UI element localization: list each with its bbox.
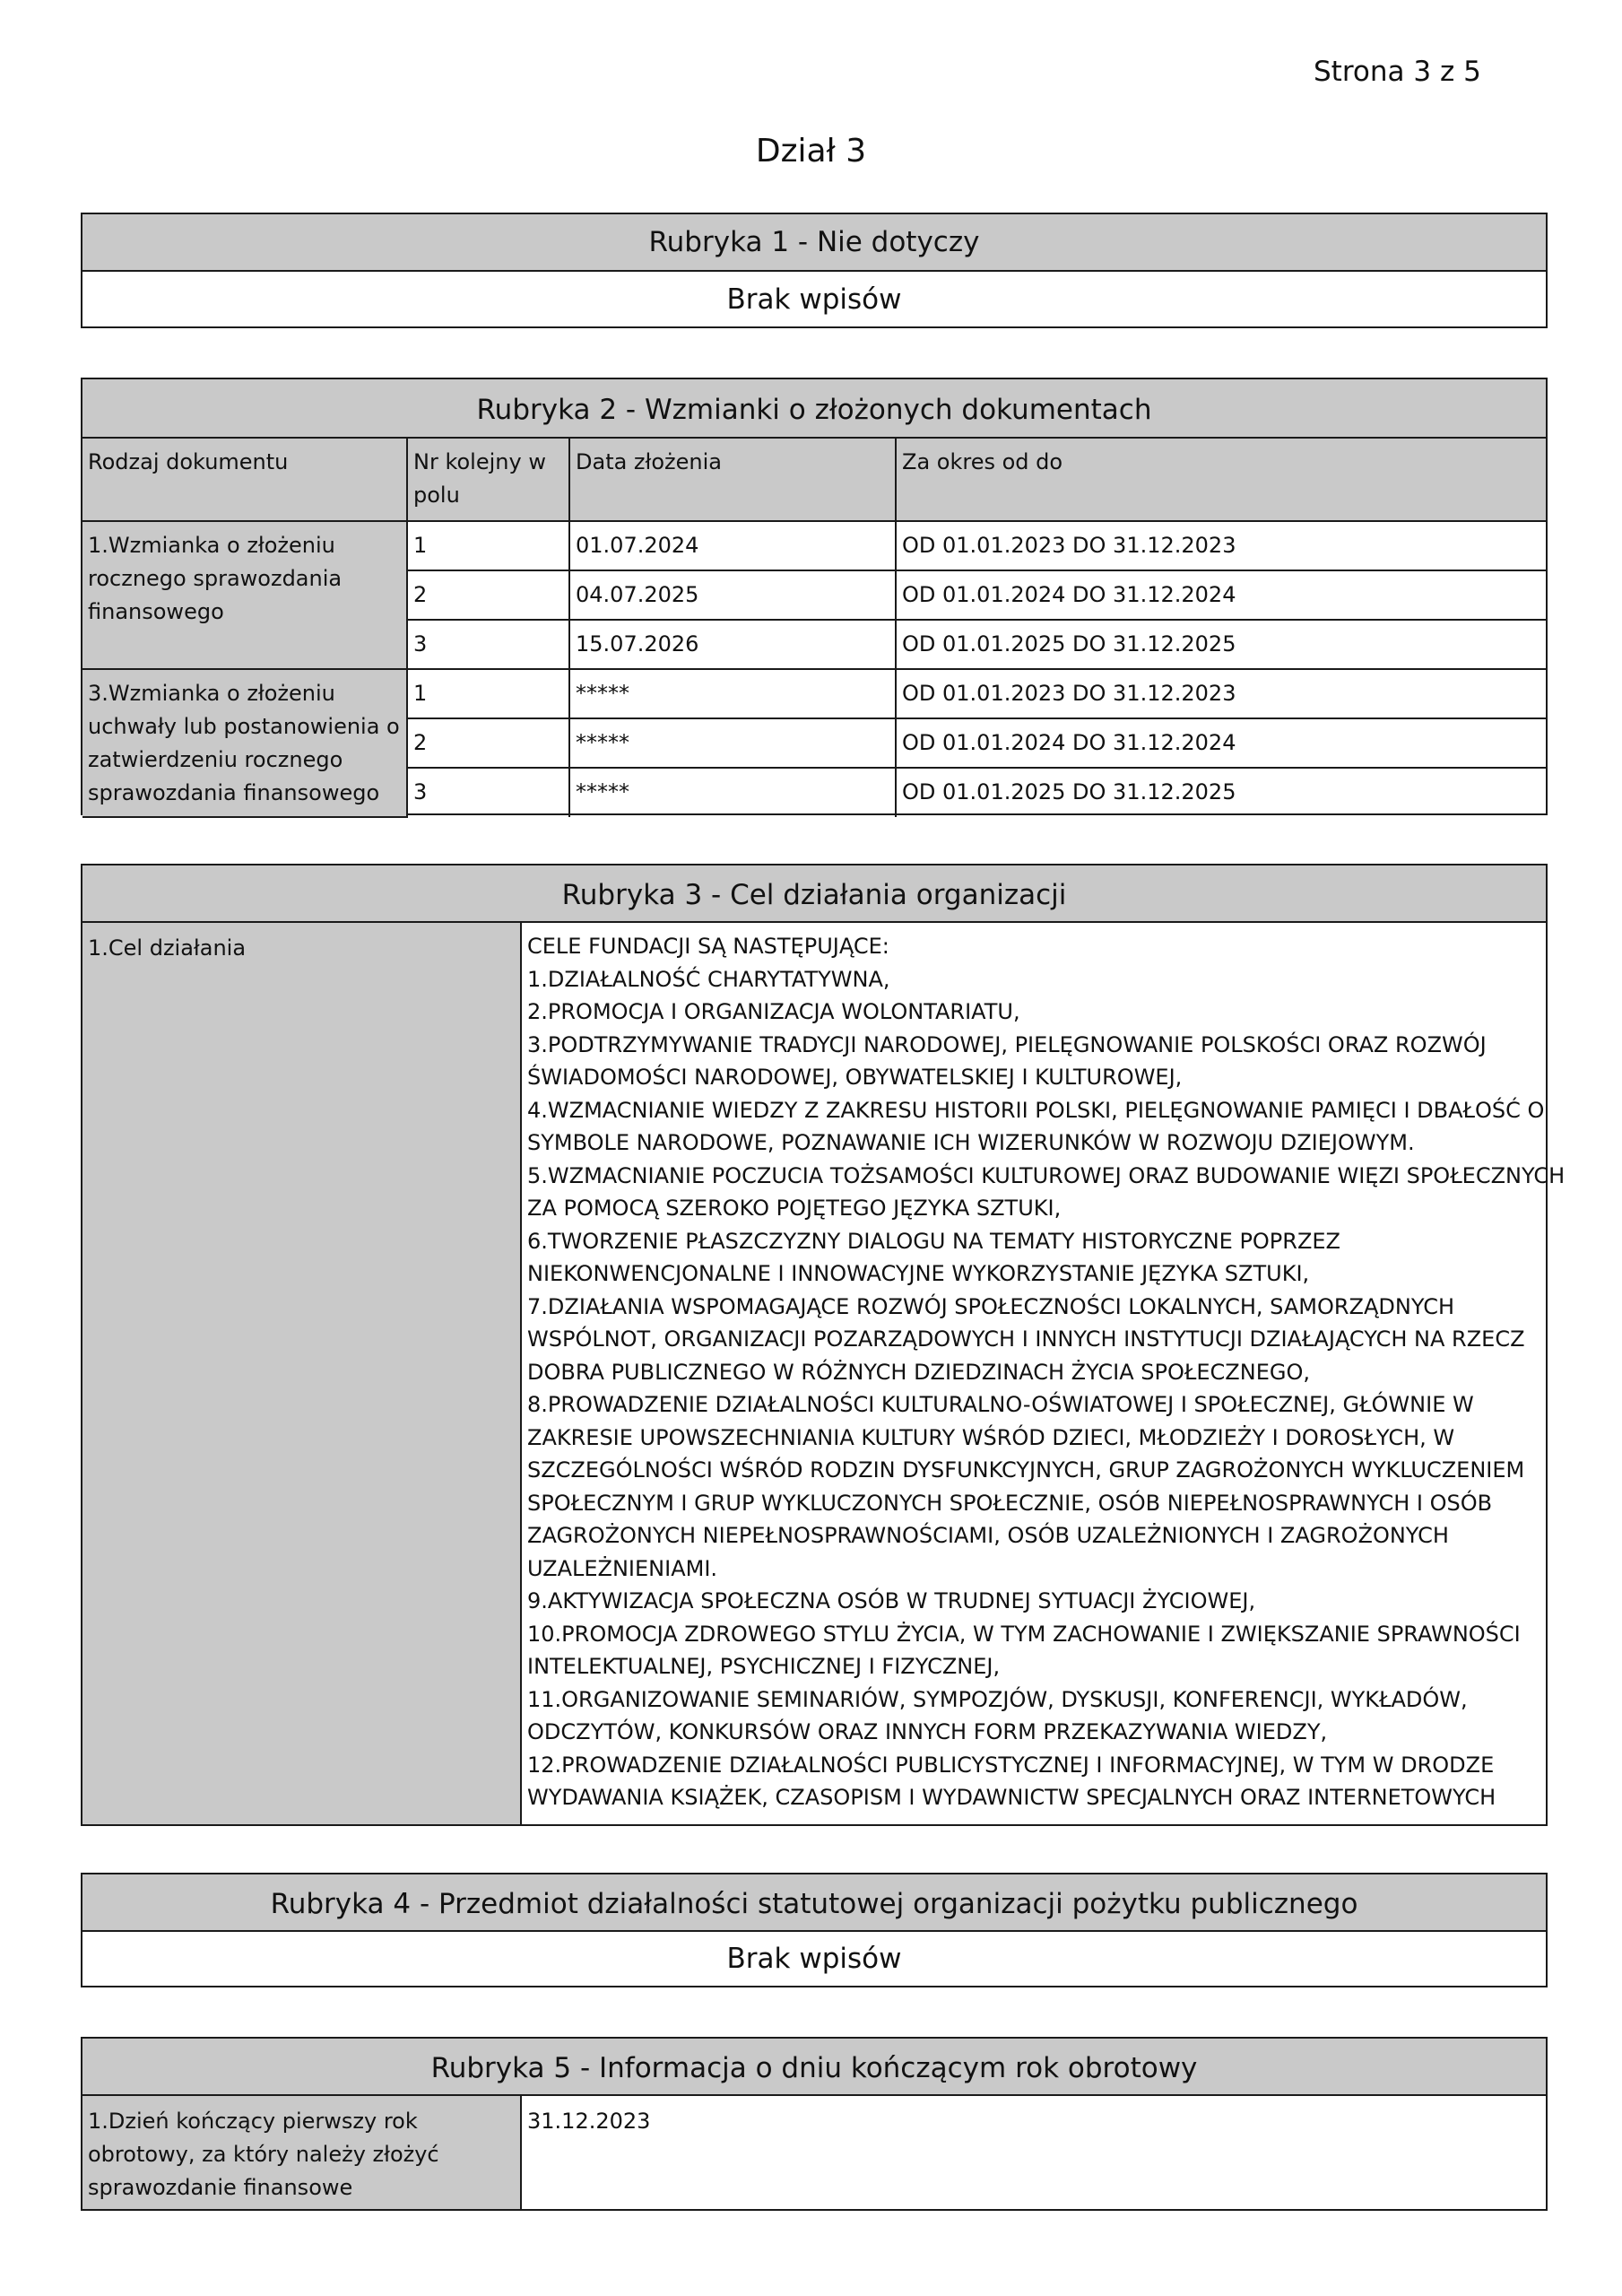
table-row <box>82 669 1546 718</box>
cel-line: 8.PROWADZENIE DZIAŁALNOŚCI KULTURALNO-OŚWIATOWEJ I SPOŁECZNEJ, GŁÓWNIE W <box>527 1392 1474 1417</box>
cell-date: ***** <box>569 669 896 718</box>
table-header-row <box>82 439 1546 521</box>
table-row <box>82 521 1546 570</box>
rubryka-3 <box>81 864 1566 1826</box>
cel-line: 6.TWORZENIE PŁASZCZYZNY DIALOGU NA TEMATY HISTORYCZNE POPRZEZ <box>527 1228 1340 1254</box>
documents-table <box>82 439 1546 818</box>
rubryka-2-title: Rubryka 2 - Wzmianki o złożonych dokumentach <box>82 379 1546 439</box>
cel-line: 1.DZIAŁALNOŚĆ CHARYTATYWNA, <box>527 966 890 992</box>
cell-period: OD 01.01.2025 DO 31.12.2025 <box>896 768 1546 817</box>
cell-nr: 2 <box>407 570 569 620</box>
cel-row <box>82 923 1546 1824</box>
rubryka-4 <box>81 1873 1548 1987</box>
cel-label: 1.Cel działania <box>82 923 521 1824</box>
cell-date: ***** <box>569 718 896 768</box>
cell-date: ***** <box>569 768 896 817</box>
section-title: Dział 3 <box>755 133 867 170</box>
cel-line: 10.PROMOCJA ZDROWEGO STYLU ŻYCIA, W TYM ZACHOWANIE I ZWIĘKSZANIE SPRAWNOŚCI <box>527 1621 1521 1647</box>
cell-date: 01.07.2024 <box>569 521 896 570</box>
cell-nr: 3 <box>407 768 569 817</box>
cel-line: 5.WZMACNIANIE POCZUCIA TOŻSAMOŚCI KULTUROWEJ ORAZ BUDOWANIE WIĘZI SPOŁECZNYCH <box>527 1162 1566 1188</box>
cell-period: OD 01.01.2024 DO 31.12.2024 <box>896 718 1546 768</box>
cell-period: OD 01.01.2025 DO 31.12.2025 <box>896 620 1546 669</box>
cell-period: OD 01.01.2024 DO 31.12.2024 <box>896 570 1546 620</box>
rubryka-4-empty: Brak wpisów <box>726 1943 902 1975</box>
cell-date: 04.07.2025 <box>569 570 896 620</box>
cel-line: 11.ORGANIZOWANIE SEMINARIÓW, SYMPOZJÓW, DYSKUSJI, KONFERENCJI, WYKŁADÓW, <box>527 1686 1468 1712</box>
cell-nr: 2 <box>407 718 569 768</box>
cel-line: ŚWIADOMOŚCI NARODOWEJ, OBYWATELSKIEJ I KULTUROWEJ, <box>527 1065 1183 1090</box>
cel-line: NIEKONWENCJONALNE I INNOWACYJNE WYKORZYSTANIE JĘZYKA SZTUKI, <box>527 1261 1310 1286</box>
cel-line: 3.PODTRZYMYWANIE TRADYCJI NARODOWEJ, PIELĘGNOWANIE POLSKOŚCI ORAZ ROZWÓJ <box>527 1031 1487 1057</box>
cel-line: ZAGROŻONYCH NIEPEŁNOSPRAWNOŚCIAMI, OSÓB UZALEŻNIONYCH I ZAGROŻONYCH <box>527 1523 1449 1548</box>
cel-line: ZAKRESIE UPOWSZECHNIANIA KULTURY WŚRÓD DZIECI, MŁODZIEŻY I DOROSŁYCH, W <box>527 1424 1455 1450</box>
cell-nr: 1 <box>407 521 569 570</box>
cel-line: 4.WZMACNIANIE WIEDZY Z ZAKRESU HISTORII POLSKI, PIELĘGNOWANIE PAMIĘCI I DBAŁOŚĆ O <box>527 1097 1545 1123</box>
rubryka-5-title: Rubryka 5 - Informacja o dniu kończącym rok obrotowy <box>82 2039 1546 2096</box>
cel-line: 2.PROMOCJA I ORGANIZACJA WOLONTARIATU, <box>527 999 1020 1024</box>
cel-line: 7.DZIAŁANIA WSPOMAGAJĄCE ROZWÓJ SPOŁECZNOŚCI LOKALNYCH, SAMORZĄDNYCH <box>527 1293 1454 1319</box>
rok-obrotowy-table <box>82 2096 1546 2209</box>
rok-obrotowy-value: 31.12.2023 <box>521 2096 1546 2209</box>
cel-line: UZALEŻNIENIAMI. <box>527 1555 718 1581</box>
cell-period: OD 01.01.2023 DO 31.12.2023 <box>896 521 1546 570</box>
cel-text <box>527 930 1566 1814</box>
cel-line: CELE FUNDACJI SĄ NASTĘPUJĄCE: <box>527 934 889 959</box>
header-okres: Za okres od do <box>896 439 1546 521</box>
cel-line: SYMBOLE NARODOWE, POZNAWANIE ICH WIZERUNKÓW W ROZWOJU DZIEJOWYM. <box>527 1130 1415 1155</box>
header-data: Data złożenia <box>569 439 896 521</box>
cell-nr: 3 <box>407 620 569 669</box>
group-label: 1.Wzmianka o złożeniu rocznego sprawozdania finansowego <box>82 521 407 669</box>
cel-line: DOBRA PUBLICZNEGO W RÓŻNYCH DZIEDZINACH ŻYCIA SPOŁECZNEGO, <box>527 1359 1310 1385</box>
cel-line: WYDAWANIA KSIĄŻEK, CZASOPISM I WYDAWNICTW SPECJALNYCH ORAZ INTERNETOWYCH <box>527 1785 1496 1810</box>
cel-line: ZA POMOCĄ SZEROKO POJĘTEGO JĘZYKA SZTUKI, <box>527 1196 1062 1221</box>
rubryka-1 <box>81 213 1548 328</box>
rubryka-3-title: Rubryka 3 - Cel działania organizacji <box>82 865 1546 923</box>
rubryka-1-empty: Brak wpisów <box>726 283 902 316</box>
rubryka-2 <box>81 378 1548 815</box>
cel-line: WSPÓLNOT, ORGANIZACJI POZARZĄDOWYCH I INNYCH INSTYTUCJI DZIAŁAJĄCYCH NA RZECZ <box>527 1326 1525 1352</box>
rok-obrotowy-label: 1.Dzień kończący pierwszy rok obrotowy, za który należy złożyć sprawozdanie finansowe <box>82 2096 521 2209</box>
rok-obrotowy-row <box>82 2096 1546 2209</box>
rubryka-5 <box>81 2037 1548 2211</box>
rubryka-4-title: Rubryka 4 - Przedmiot działalności statutowej organizacji pożytku publicznego <box>82 1874 1546 1932</box>
cell-period: OD 01.01.2023 DO 31.12.2023 <box>896 669 1546 718</box>
cel-line: 12.PROWADZENIE DZIAŁALNOŚCI PUBLICYSTYCZNEJ I INFORMACYJNEJ, W TYM W DRODZE <box>527 1752 1495 1778</box>
cell-date: 15.07.2026 <box>569 620 896 669</box>
cel-line: SPOŁECZNYM I GRUP WYKLUCZONYCH SPOŁECZNIE, OSÓB NIEPEŁNOSPRAWNYCH I OSÓB <box>527 1490 1493 1516</box>
cel-line: SZCZEGÓLNOŚCI WŚRÓD RODZIN DYSFUNKCYJNYCH, GRUP ZAGROŻONYCH WYKLUCZENIEM <box>527 1457 1525 1483</box>
group-label: 3.Wzmianka o złożeniu uchwały lub postanowienia o zatwierdzeniu rocznego sprawozdania finansowego <box>82 669 407 817</box>
page-number: Strona 3 z 5 <box>1314 56 1481 88</box>
rubryka-1-title: Rubryka 1 - Nie dotyczy <box>82 214 1546 272</box>
cel-table <box>82 923 1566 1824</box>
cel-line: ODCZYTÓW, KONKURSÓW ORAZ INNYCH FORM PRZEKAZYWANIA WIEDZY, <box>527 1719 1328 1744</box>
cel-line: INTELEKTUALNEJ, PSYCHICZNEJ I FIZYCZNEJ, <box>527 1654 1001 1679</box>
cel-content <box>521 923 1566 1824</box>
header-rodzaj: Rodzaj dokumentu <box>82 439 407 521</box>
header-nr: Nr kolejny w polu <box>407 439 569 521</box>
cel-line: 9.AKTYWIZACJA SPOŁECZNA OSÓB W TRUDNEJ SYTUACJI ŻYCIOWEJ, <box>527 1588 1256 1613</box>
cell-nr: 1 <box>407 669 569 718</box>
